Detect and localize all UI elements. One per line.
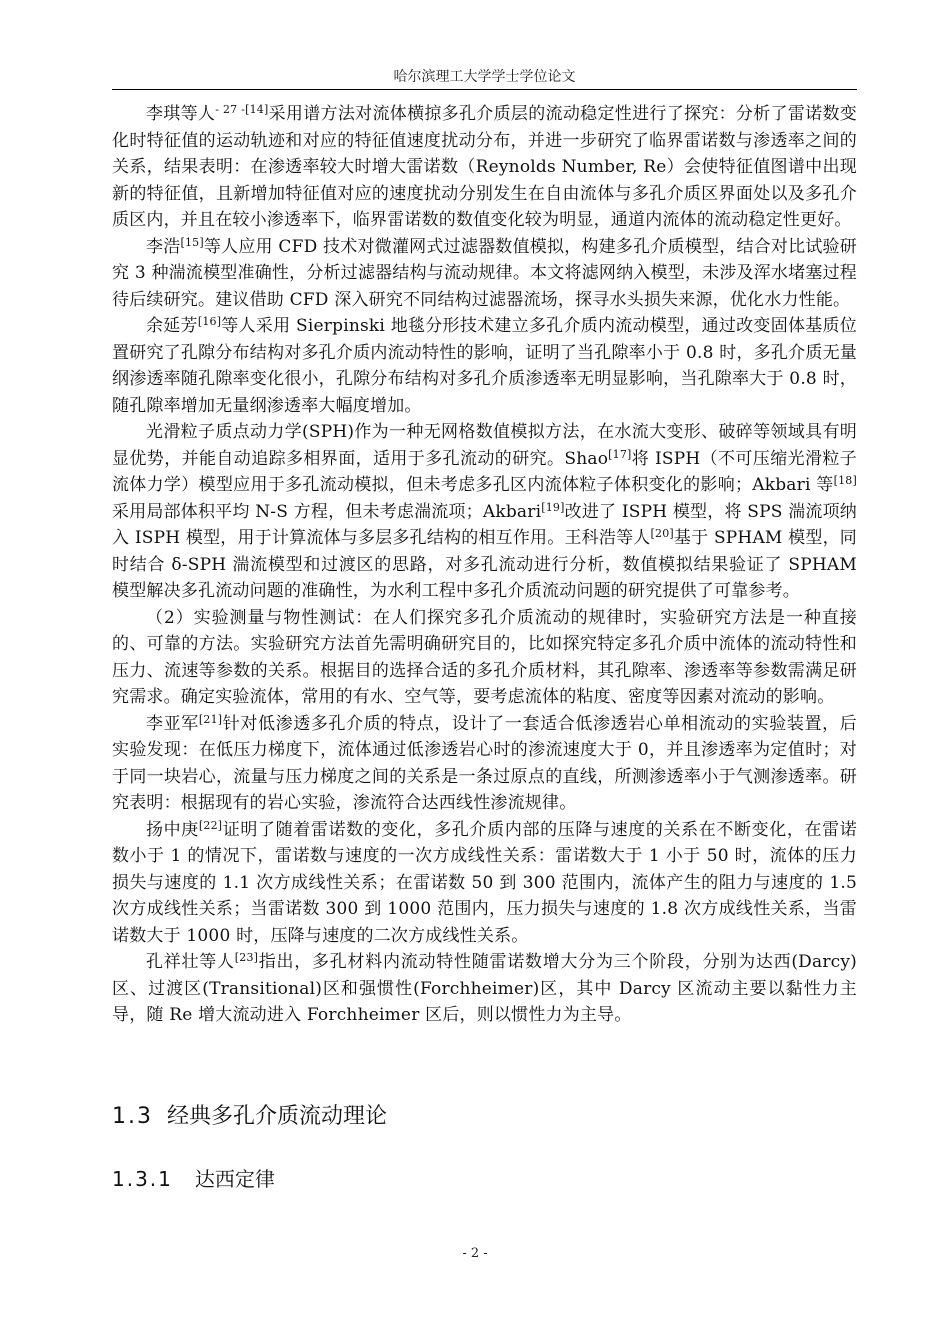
paragraph	[112, 711, 857, 817]
text-run: 等人应用 CFD 技术对微灌网式过滤器数值模拟，构建多孔介质模型，结合对比试验研究 3 种湍流模型准确性，分析过滤器结构与流动规律。本文将滤网纳入模型，未涉及浑水堵塞过程待后续研究。建议借助 CFD 深入研究不同结构过滤器流场，探寻水头损失来源，优化水力性能。	[112, 236, 857, 310]
citation-ref: [19]	[541, 500, 565, 514]
paragraph	[112, 313, 857, 419]
subsection-heading	[112, 1163, 275, 1192]
header-rule	[112, 89, 857, 90]
paragraph	[112, 101, 857, 234]
citation-ref: [17]	[608, 447, 632, 461]
citation-ref: [21]	[198, 712, 223, 726]
text-run: 余延芳	[146, 316, 198, 336]
paragraph	[112, 949, 857, 1029]
paragraph	[112, 419, 857, 605]
paragraph	[112, 605, 857, 711]
running-header: 哈尔滨理工大学学士学位论文	[393, 69, 576, 85]
citation-ref: [23]	[234, 951, 259, 964]
subsection-number: 1.3.1	[112, 1167, 173, 1191]
text-run: 李琪等人	[146, 104, 216, 124]
paragraph	[112, 817, 857, 950]
citation-ref: [22]	[198, 818, 223, 832]
text-run: 孔祥壮等人	[146, 952, 235, 972]
text-run: 采用局部体积平均 N-S 方程，但未考虑湍流项；Akbari	[112, 501, 542, 522]
subsection-title: 达西定律	[194, 1167, 275, 1191]
section-title: 经典多孔介质流动理论	[167, 1104, 388, 1129]
text-run: 扬中庚	[146, 819, 199, 840]
text-run: 针对低渗透多孔介质的特点，设计了一套适合低渗透岩心单相流动的实验装置，后实验发现：在低压力梯度下，流体通过低渗透岩心时的渗流速度大于 0，并且渗透率为定值时；对于同一块岩心，流量与压力梯度之间的关系是一条过原点的直线，所测渗透率小于气测渗透率。研究表明：根据现有的岩心实验，渗流符合达西线性渗流规律。	[112, 713, 857, 813]
text-run: 李亚军	[146, 713, 199, 734]
section-heading	[112, 1099, 387, 1130]
citation-ref: [18]	[833, 474, 857, 487]
text-run: 采用谱方法对流体横掠多孔介质层的流动稳定性进行了探究：分析了雷诺数变化时特征值的运动轨迹和对应的特征值速度扰动分布，并进一步研究了临界雷诺数与渗透率之间的关系，结果表明：在渗透率较大时增大雷诺数（Reynolds Number, Re）会使特征值图谱中出现新的特征值，且新增加特征值对应的速度扰动分别发生在自由流体与多孔介质区界面处以及多孔介质区内，并且在较小渗透率下，临界雷诺数的数值变化较为明显，通道内流体的流动稳定性更好。	[112, 104, 857, 230]
text-run: 将 ISPH（不可压缩光滑粒子流体力学）模型应用于多孔流动模拟，但未考虑多孔区内流体粒子体积变化的影响；Akbari 等	[112, 448, 857, 495]
citation-ref: [15]	[180, 235, 204, 249]
citation-ref: [20]	[650, 527, 674, 540]
text-run: 基于 SPHAM 模型，同时结合 δ-SPH 湍流模型和过渡区的思路，对多孔流动进行分析，数值模拟结果验证了 SPHAM 模型解决多孔流动问题的准确性，为水利工程中多孔介质流动问题的研究提供了可靠参考。	[112, 528, 857, 601]
text-run: 指出，多孔材料内流动特性随雷诺数增大分为三个阶段，分别为达西(Darcy)区、过渡区(Transitional)区和强惯性(Forchheimer)区，其中 Darcy 区流动主要以黏性力主导，随 Re 增大流动进入 Forchheimer 区后，则以惯性力为主导。	[112, 952, 858, 1025]
section-number: 1.3	[112, 1104, 153, 1129]
text-run: 光滑粒子质点动力学(SPH)作为一种无网格数值模拟方法，在水流大变形、破碎等领域具有明显优势，并能自动追踪多相界面，适用于多孔流动的研究。Shao	[112, 422, 857, 469]
paragraph	[112, 234, 857, 314]
text-run: 李浩	[146, 236, 181, 257]
citation-ref: - 27 -[14]	[215, 103, 269, 116]
text-run: 证明了随着雷诺数的变化，多孔介质内部的压降与速度的关系在不断变化，在雷诺数小于 1 的情况下，雷诺数与速度的一次方成线性关系：雷诺数大于 1 小于 50 时，流体的压力损失与速度的 1.1 次方成线性关系；在雷诺数 50 到 300 范围内，流体产生的阻力与速度的 1.5 次方成线性关系；当雷诺数 300 到 1000 范围内，压力损失与速度的 1.8 次方成线性关系，当雷诺数大于 1000 时，压降与速度的二次方成线性关系。	[112, 819, 857, 946]
citation-ref: [16]	[197, 315, 222, 328]
page-number: - 2 -	[462, 1246, 488, 1261]
text-run: 改进了 ISPH 模型，将 SPS 湍流项纳入 ISPH 模型，用于计算流体与多层多孔结构的相互作用。王科浩等人	[112, 501, 857, 548]
text-run: 等人采用 Sierpinski 地毯分形技术建立多孔介质内流动模型，通过改变固体基质位置研究了孔隙分布结构对多孔介质内流动特性的影响，证明了当孔隙率小于 0.8 时，多孔介质无量纲渗透率随孔隙率变化很小，孔隙分布结构对多孔介质渗透率无明显影响，当孔隙率大于 0.8 时，随孔隙率增加无量纲渗透率大幅度增加。	[112, 316, 857, 416]
text-run: （2）实验测量与物性测试：在人们探究多孔介质流动的规律时，实验研究方法是一种直接的、可靠的方法。实验研究方法首先需明确研究目的，比如探究特定多孔介质中流体的流动特性和压力、流速等参数的关系。根据目的选择合适的多孔介质材料，其孔隙率、渗透率等参数需满足研究需求。确定实验流体，常用的有水、空气等，要考虑流体的粘度、密度等因素对流动的影响。	[112, 607, 857, 707]
body-text	[112, 101, 857, 1029]
